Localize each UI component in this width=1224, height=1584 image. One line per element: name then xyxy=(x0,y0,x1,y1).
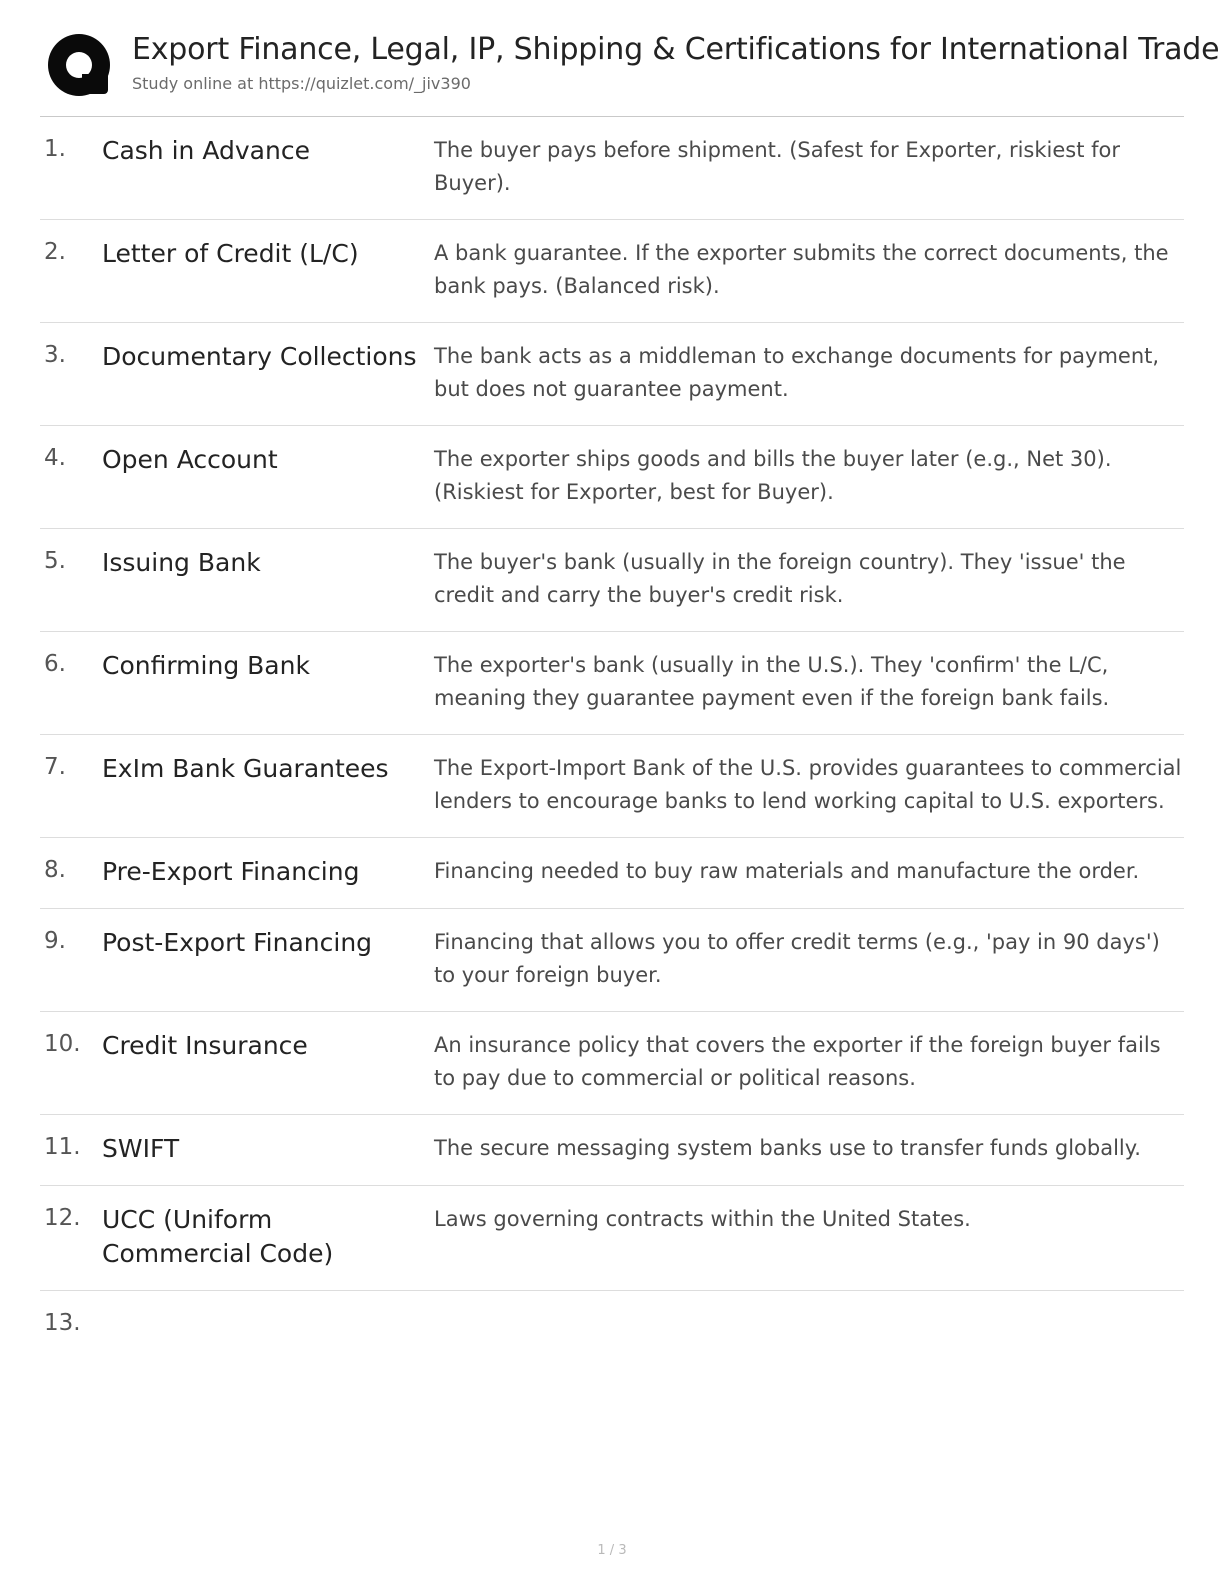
table-row xyxy=(40,909,1184,1012)
table-row xyxy=(40,117,1184,220)
terms-table xyxy=(40,116,1184,1354)
row-number: 9. xyxy=(44,928,66,954)
row-term: SWIFT xyxy=(102,1134,180,1163)
row-term: Cash in Advance xyxy=(102,136,310,165)
row-number: 10. xyxy=(44,1031,81,1057)
row-definition: An insurance policy that covers the exporter if the foreign buyer fails to pay due to commercial or political reasons. xyxy=(434,1033,1161,1090)
row-number: 1. xyxy=(44,136,66,162)
row-number: 2. xyxy=(44,239,66,265)
table-row xyxy=(40,323,1184,426)
page-title: Export Finance, Legal, IP, Shipping & Certifications for International Trade xyxy=(132,32,1220,67)
quizlet-q-logo-icon xyxy=(42,30,118,106)
row-number: 5. xyxy=(44,548,66,574)
row-number: 4. xyxy=(44,445,66,471)
row-definition xyxy=(430,1291,1184,1355)
row-definition: Financing that allows you to offer credit terms (e.g., 'pay in 90 days') to your foreign buyer. xyxy=(434,930,1160,987)
row-number: 6. xyxy=(44,651,66,677)
row-term: Credit Insurance xyxy=(102,1031,308,1060)
row-term: Confirming Bank xyxy=(102,651,310,680)
row-term: UCC (Uniform Commercial Code) xyxy=(102,1205,334,1268)
table-row xyxy=(40,529,1184,632)
row-definition: Financing needed to buy raw materials and manufacture the order. xyxy=(434,859,1140,883)
row-definition: The exporter ships goods and bills the buyer later (e.g., Net 30). (Riskiest for Exporter, best for Buyer). xyxy=(434,447,1112,504)
row-definition: The secure messaging system banks use to transfer funds globally. xyxy=(434,1136,1141,1160)
header-titles xyxy=(118,26,1219,94)
table-row xyxy=(40,220,1184,323)
row-term xyxy=(102,1291,430,1355)
table-row xyxy=(40,838,1184,909)
row-definition: The Export-Import Bank of the U.S. provides guarantees to commercial lenders to encourage banks to lend working capital to U.S. exporters. xyxy=(434,756,1182,813)
row-term: Pre-Export Financing xyxy=(102,857,360,886)
terms-table-body xyxy=(40,117,1184,1355)
table-row xyxy=(40,1115,1184,1186)
table-row xyxy=(40,735,1184,838)
row-definition: The bank acts as a middleman to exchange documents for payment, but does not guarantee payment. xyxy=(434,344,1160,401)
row-term: Letter of Credit (L/C) xyxy=(102,239,359,268)
row-number: 11. xyxy=(44,1134,81,1160)
row-number: 8. xyxy=(44,857,66,883)
table-row xyxy=(40,426,1184,529)
row-term: Open Account xyxy=(102,445,278,474)
row-number: 3. xyxy=(44,342,66,368)
row-definition: The buyer's bank (usually in the foreign country). They 'issue' the credit and carry the buyer's credit risk. xyxy=(434,550,1126,607)
page-indicator: 1 / 3 xyxy=(597,1543,627,1558)
document-header xyxy=(40,26,1220,106)
table-row xyxy=(40,1186,1184,1291)
row-definition: Laws governing contracts within the United States. xyxy=(434,1207,971,1231)
table-row xyxy=(40,632,1184,735)
study-link-subtitle: Study online at https://quizlet.com/_jiv390 xyxy=(132,74,471,93)
row-term: Issuing Bank xyxy=(102,548,261,577)
row-number: 7. xyxy=(44,754,66,780)
row-number: 13. xyxy=(44,1310,81,1336)
row-term: Post-Export Financing xyxy=(102,928,373,957)
table-row xyxy=(40,1012,1184,1115)
row-definition: The exporter's bank (usually in the U.S.). They 'confirm' the L/C, meaning they guarantee payment even if the foreign bank fails. xyxy=(434,653,1110,710)
row-term: ExIm Bank Guarantees xyxy=(102,754,389,783)
row-definition: A bank guarantee. If the exporter submits the correct documents, the bank pays. (Balanced risk). xyxy=(434,241,1169,298)
row-number: 12. xyxy=(44,1205,81,1231)
table-row xyxy=(40,1291,1184,1355)
row-definition: The buyer pays before shipment. (Safest for Exporter, riskiest for Buyer). xyxy=(434,138,1121,195)
row-term: Documentary Collections xyxy=(102,342,417,371)
